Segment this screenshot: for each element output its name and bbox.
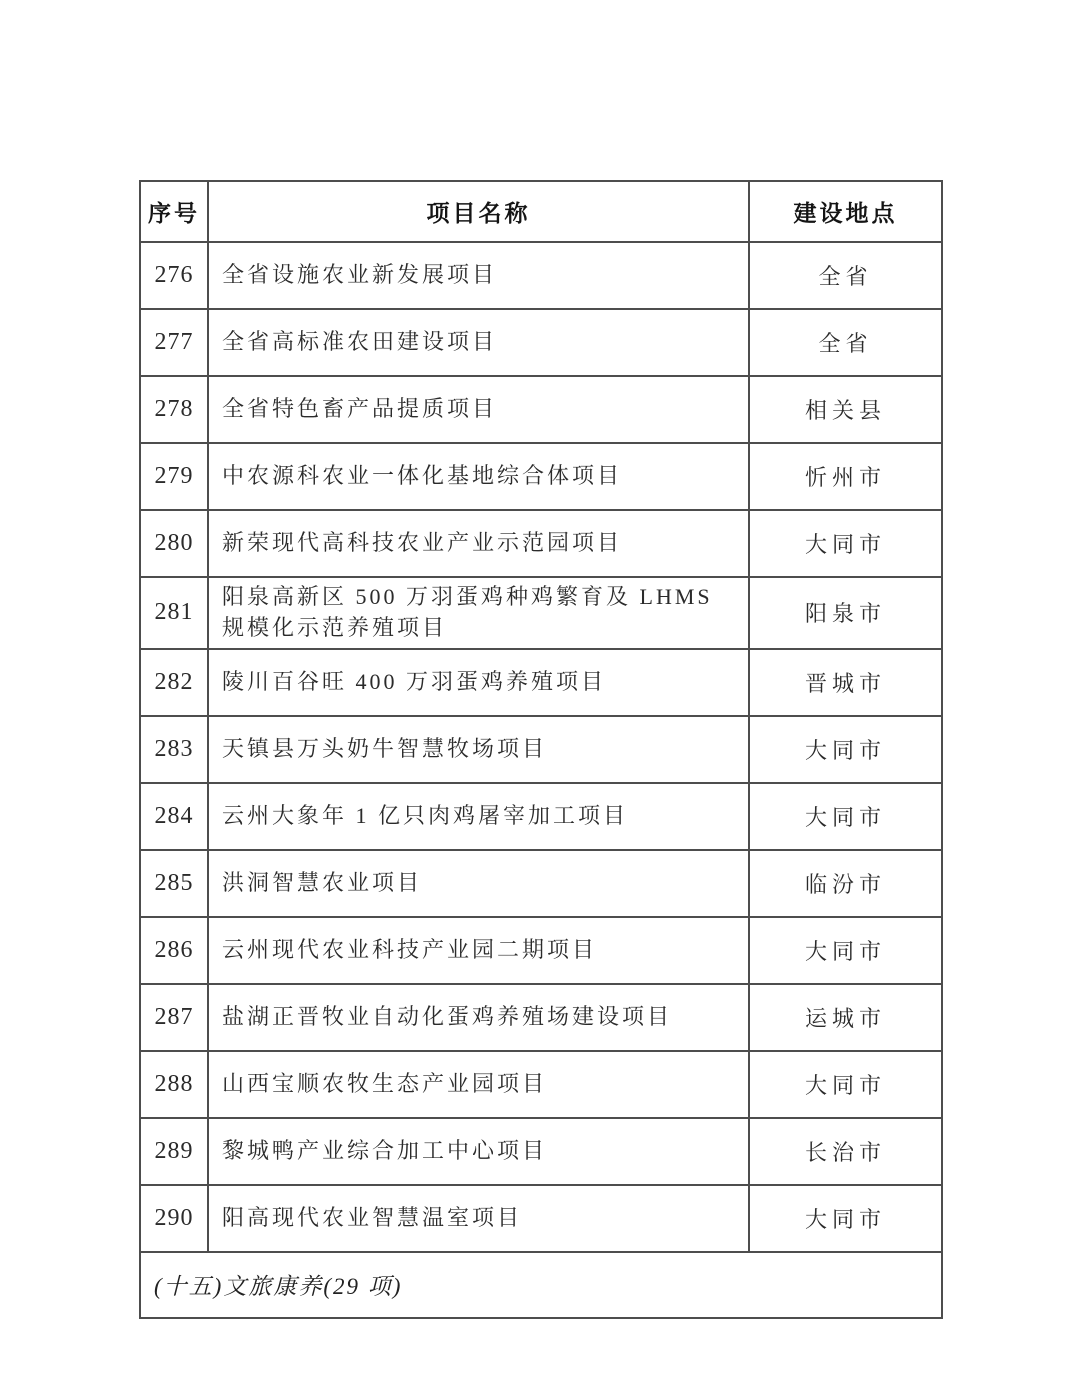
project-row: [140, 1185, 942, 1252]
project-name-cell: 盐湖正晋牧业自动化蛋鸡养殖场建设项目: [208, 984, 749, 1051]
project-table: [139, 180, 943, 1319]
column-header-serial: 序号: [140, 181, 208, 242]
serial-number-cell: 280: [140, 510, 208, 577]
project-row: [140, 917, 942, 984]
project-name-cell: 阳泉高新区 500 万羽蛋鸡种鸡繁育及 LHMS 规模化示范养殖项目: [208, 577, 749, 649]
location-cell: 相关县: [749, 376, 942, 443]
serial-number-cell: 283: [140, 716, 208, 783]
project-name-cell: 洪洞智慧农业项目: [208, 850, 749, 917]
project-row: [140, 984, 942, 1051]
location-cell: 大同市: [749, 716, 942, 783]
section-footer-label: (十五)文旅康养(29 项): [140, 1252, 942, 1318]
location-cell: 大同市: [749, 1051, 942, 1118]
location-cell: 大同市: [749, 1185, 942, 1252]
project-row: [140, 850, 942, 917]
project-row: [140, 577, 942, 649]
project-name-cell: 山西宝顺农牧生态产业园项目: [208, 1051, 749, 1118]
location-cell: 晋城市: [749, 649, 942, 716]
serial-number-cell: 286: [140, 917, 208, 984]
location-cell: 大同市: [749, 510, 942, 577]
table-body: [140, 242, 942, 1252]
section-footer-row: [140, 1252, 942, 1318]
project-row: [140, 376, 942, 443]
serial-number-cell: 277: [140, 309, 208, 376]
serial-number-cell: 284: [140, 783, 208, 850]
serial-number-cell: 289: [140, 1118, 208, 1185]
column-header-project-name: 项目名称: [208, 181, 749, 242]
project-name-cell: 新荣现代高科技农业产业示范园项目: [208, 510, 749, 577]
serial-number-cell: 290: [140, 1185, 208, 1252]
project-name-cell: 云州现代农业科技产业园二期项目: [208, 917, 749, 984]
serial-number-cell: 282: [140, 649, 208, 716]
project-name-cell: 全省设施农业新发展项目: [208, 242, 749, 309]
location-cell: 临汾市: [749, 850, 942, 917]
project-name-cell: 云州大象年 1 亿只肉鸡屠宰加工项目: [208, 783, 749, 850]
column-header-location: 建设地点: [749, 181, 942, 242]
project-row: [140, 1118, 942, 1185]
project-name-cell: 中农源科农业一体化基地综合体项目: [208, 443, 749, 510]
project-row: [140, 242, 942, 309]
project-row: [140, 783, 942, 850]
location-cell: 运城市: [749, 984, 942, 1051]
serial-number-cell: 279: [140, 443, 208, 510]
serial-number-cell: 278: [140, 376, 208, 443]
location-cell: 全省: [749, 309, 942, 376]
serial-number-cell: 288: [140, 1051, 208, 1118]
location-cell: 全省: [749, 242, 942, 309]
project-row: [140, 716, 942, 783]
location-cell: 长治市: [749, 1118, 942, 1185]
location-cell: 阳泉市: [749, 577, 942, 649]
location-cell: 忻州市: [749, 443, 942, 510]
project-row: [140, 1051, 942, 1118]
project-name-cell: 天镇县万头奶牛智慧牧场项目: [208, 716, 749, 783]
location-cell: 大同市: [749, 783, 942, 850]
serial-number-cell: 285: [140, 850, 208, 917]
project-row: [140, 649, 942, 716]
project-name-cell: 黎城鸭产业综合加工中心项目: [208, 1118, 749, 1185]
project-row: [140, 510, 942, 577]
project-name-cell: 阳高现代农业智慧温室项目: [208, 1185, 749, 1252]
project-name-cell: 全省特色畜产品提质项目: [208, 376, 749, 443]
location-cell: 大同市: [749, 917, 942, 984]
project-name-cell: 陵川百谷旺 400 万羽蛋鸡养殖项目: [208, 649, 749, 716]
serial-number-cell: 281: [140, 577, 208, 649]
project-name-cell: 全省高标准农田建设项目: [208, 309, 749, 376]
project-row: [140, 443, 942, 510]
serial-number-cell: 276: [140, 242, 208, 309]
serial-number-cell: 287: [140, 984, 208, 1051]
table-header-row: [140, 181, 942, 242]
project-row: [140, 309, 942, 376]
